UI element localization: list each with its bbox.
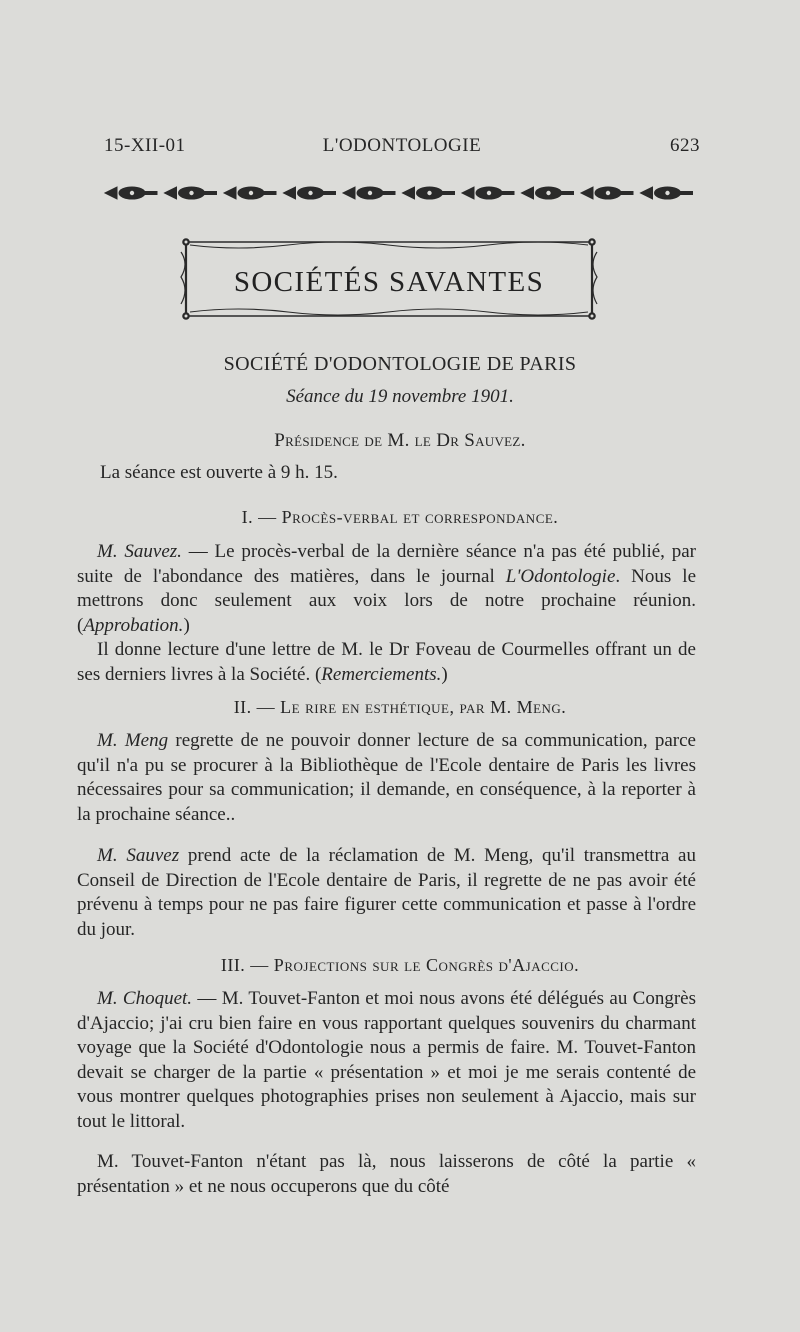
paragraph-touvet-fanton: M. Touvet-Fanton n'étant pas là, nous laisserons de côté la partie « présentation » et ne nous occuperons que du côté [77, 1151, 696, 1197]
session-date: Séance du 19 novembre 1901. [286, 386, 514, 407]
paragraph-text: ) [441, 663, 448, 685]
speaker-name: M. Choquet. [97, 988, 193, 1009]
header-journal: L'ODONTOLOGIE [322, 135, 482, 156]
section-heading-3: III. — Projections sur le Congrès d'Ajaccio. [220, 955, 580, 975]
paragraph-meng [77, 729, 696, 827]
section-heading-1: I. — Procès-verbal et correspondance. [241, 507, 559, 527]
ornament-rule [103, 182, 698, 204]
header-page-number: 623 [670, 135, 700, 156]
section-banner [178, 232, 600, 322]
banner-title: SOCIÉTÉS SAVANTES [233, 266, 545, 298]
paragraph-text: . Nous le mettrons donc seulement aux voix lors de notre prochaine réunion. ( [77, 565, 697, 636]
presidency-line: Présidence de M. le Dr Sauvez. [274, 430, 526, 451]
speaker-name: M. Meng [97, 730, 169, 751]
paragraph-text: ) [183, 614, 190, 636]
paragraph-sauvez-reply [77, 844, 696, 942]
running-head [104, 135, 700, 161]
section-heading-2: II. — Le rire en esthétique, par M. Meng. [233, 697, 567, 717]
thanks-note: Remerciements. [321, 663, 442, 685]
paragraph-sauvez-minutes [77, 540, 696, 638]
paragraph-text: regrette de ne pouvoir donner lecture de sa communication, parce qu'il n'a pu se procurer à la Bibliothèque de l'Ecole dentaire de Paris les livres nécessaires pour sa communication; il demande, en conséquence, à la reporter à la prochaine séance.. [77, 730, 696, 825]
paragraph-text: prend acte de la réclamation de M. Meng, qu'il transmettra au Conseil de Direction de l'Ecole dentaire de Paris, il regrette de ne pas avoir été prévenu à temps pour ne pas faire figurer cette communication et passe à l'ordre du jour. [77, 845, 696, 940]
paragraph-text: — Le procès-verbal de la dernière séance n'a pas été publié, par suite de l'abondance des matières, dans le journal [77, 541, 696, 587]
header-date: 15-XII-01 [104, 135, 186, 156]
paragraph-letter [77, 638, 696, 687]
paragraph-text: Il donne lecture d'une lettre de M. le Dr Foveau de Courmelles offrant un de ses derniers livres à la Société. ( [77, 639, 696, 685]
journal-name: L'Odontologie [505, 565, 616, 587]
opening-line: La séance est ouverte à 9 h. 15. [100, 462, 338, 483]
speaker-name: M. Sauvez [97, 845, 180, 866]
paragraph-choquet [77, 987, 696, 1134]
speaker-name: M. Sauvez. [97, 541, 182, 562]
society-title: SOCIÉTÉ D'ODONTOLOGIE DE PARIS [223, 353, 577, 375]
paragraph-text: — M. Touvet-Fanton et moi nous avons été délégués au Congrès d'Ajaccio; j'ai cru bien faire en vous rapportant quelques souvenirs du charmant voyage que la Société d'Odontologie nous a permis de faire. M. Touvet-Fanton devait se charger de la partie « présentation » et moi je me serais contenté de vous montrer quelques photographies prises non seulement à Ajaccio, mais sur tout le littoral. [77, 988, 696, 1132]
approval-note: Approbation. [83, 614, 184, 636]
